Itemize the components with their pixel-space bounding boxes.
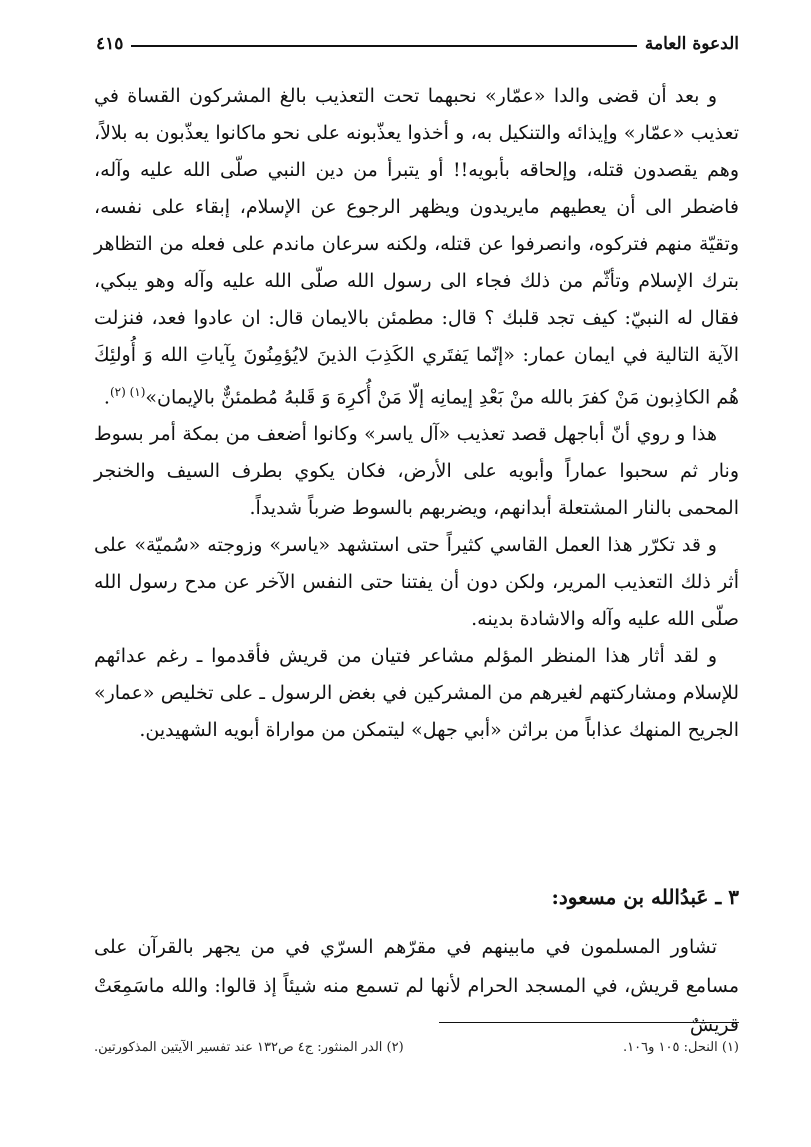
footnote-refs: (١) (٢) [109,385,146,399]
running-header [96,34,739,54]
paragraph-1-text: و بعد أن قضى والدا «عمّار» نحبهما تحت التعذيب بالغ المشركون القساة في تعذيب «عمّار» وإيذائه والتنكيل به، و أخذوا يعذّبونه على نحو ماكانوا يعذّبون به بلالاً، وهم يقصدون قتله، وإلحاقه بأبويه!! أو يتبرأ من دين النبي صلّى الله عليه وآله، فاضطر الى أن يعطيهم مايريدون ويظهر الرجوع عن الإسلام، إبقاء على نفسه، وتقيّة منهم فتركوه، وانصرفوا عن قتله، ولكنه سرعان ماندم على فعله من التظاهر بترك الإسلام وتأثّم من ذلك فجاء الى رسول الله صلّى الله عليه وآله وهو يبكي، فقال له النبيّ: كيف تجد قلبك ؟ قال: مطمئن بالايمان قال: ان عادوا فعد، فنزلت الآية التالية في ايمان عمار: «إنّما يَفتَري الكَذِبَ الذينَ لايُؤمِنُونَ بِآياتِ الله وَ أُولئِكَ هُم الكاذِبون مَنْ كفرَ بالله منْ بَعْدِ إيمانِه إلّا مَنْ أُكرِهَ وَ قَلبهُ مُطمئنٌّ بالإيمان» [94,85,739,409]
main-text [94,78,739,749]
footnote-rule [439,1022,739,1023]
header-rule [131,45,637,47]
section-heading: ٣ ـ عَبدُالله بن مسعود: [551,885,739,909]
paragraph-3: و قد تكرّر هذا العمل القاسي كثيراً حتى استشهد «ياسر» وزوجته «سُميّة» على أثر ذلك التعذيب المرير، ولكن دون أن يفتنا حتى النفس الآخر عن مدح رسول الله صلّى الله عليه وآله والاشادة بدينه. [94,534,739,631]
running-title: الدعوة العامة [644,34,739,54]
section-paragraph: تشاور المسلمون في مابينهم في مقرّهم السرّي في من يجهر بالقرآن على مسامع قريش، في المسجد الحرام لأنها لم تسمع منه شيئاً إذ قالوا: والله ماسَمِعَتْ قريشٌ [94,936,739,1036]
footnotes [94,1040,739,1055]
paragraph-1: و بعد أن قضى والدا «عمّار» نحبهما تحت التعذيب بالغ المشركون القساة في تعذيب «عمّار» وإيذائه والتنكيل به، و أخذوا يعذّبونه على نحو ماكانوا يعذّبون به بلالاً، وهم يقصدون قتله، وإلحاقه بأبويه!! أو يتبرأ من دين النبي صلّى الله عليه وآله، فاضطر الى أن يعطيهم مايريدون ويظهر الرجوع عن الإسلام، إبقاء على نفسه، وتقيّة منهم فتركوه، وانصرفوا عن قتله، ولكنه سرعان ماندم على فعله من التظاهر بترك الإسلام وتأثّم من ذلك فجاء الى رسول الله صلّى الله عليه وآله وهو يبكي، فقال له النبيّ: كيف تجد قلبك ؟ قال: مطمئن بالايمان قال: ان عادوا فعد، فنزلت الآية التالية في ايمان عمار: «إنّما يَفتَري الكَذِبَ الذينَ لايُؤمِنُونَ بِآياتِ الله وَ أُولئِكَ هُم الكاذِبون مَنْ كفرَ بالله منْ بَعْدِ إيمانِه إلّا مَنْ أُكرِهَ وَ قَلبهُ مُطمئنٌّ بالإيمان»$^{(١) (٢)}$. [94,85,739,409]
page-number: ٤١٥ [96,34,124,54]
paragraph-2: هذا و روي أنّ أباجهل قصد تعذيب «آل ياسر» وكانوا أضعف من بمكة أمر بسوط ونار ثم سحبوا عماراً وأبويه على الأرض، فكان يكوي بطرف السيف والخنجر المحمى بالنار المشتعلة أبدانهم، ويضربهم بالسوط ضرباً شديداً. [94,423,739,520]
footnote-1: (١) النحل: ١٠٥ و١٠٦. [623,1040,739,1055]
section-text [94,928,739,1045]
paragraph-4: و لقد أثار هذا المنظر المؤلم مشاعر فتيان من قريش فأقدموا ـ رغم عدائهم للإسلام ومشاركتهم لغيرهم من المشركين في بغض الرسول ـ على تخليص «عمار» الجريح المنهك عذاباً من براثن «أبي جهل» ليتمكن من مواراة أبويه الشهيدين. [94,645,739,742]
footnote-2: (٢) الدر المنثور: ج٤ ص١٣٢ عند تفسير الآيتين المذكورتين. [94,1040,404,1055]
